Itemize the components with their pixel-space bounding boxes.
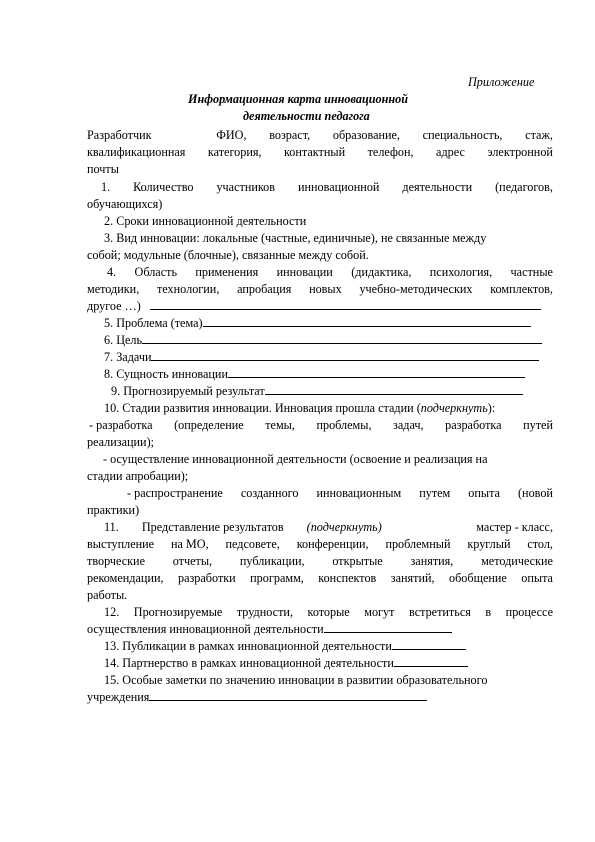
item-4-word: учебно-методических <box>359 282 473 296</box>
document-title-line-2: деятельности педагога <box>243 109 370 123</box>
developer-word: Разработчик <box>87 128 152 142</box>
stage-3-line-2: практики) <box>87 503 140 517</box>
item-12-word: встретиться <box>409 605 471 619</box>
item-1-line-2: обучающихся) <box>87 197 163 211</box>
developer-word: стаж, <box>525 128 553 142</box>
item-4-line-1 <box>107 264 553 281</box>
item-11-word: опыта <box>521 571 553 585</box>
item-10 <box>104 400 495 417</box>
stage-2-line-2: стадии апробации); <box>87 469 189 483</box>
item-11-word: на МО, <box>170 537 209 551</box>
item-8 <box>104 366 525 383</box>
stage-1-line-1 <box>89 417 553 434</box>
answer-line[interactable] <box>149 689 427 701</box>
item-4-word: апробация <box>237 282 292 296</box>
item-7 <box>104 349 539 366</box>
item-9 <box>111 383 523 400</box>
item-1-word: Количество <box>133 180 194 194</box>
item-6 <box>104 332 542 349</box>
item-15-line-1: 15. Особые заметки по значению инновации в развитии образовательного <box>104 673 488 687</box>
item-4-word: Область <box>134 265 177 279</box>
item-12-word: которые <box>307 605 350 619</box>
item-3-line-2: собой; модульные (блочные), связанные между собой. <box>87 248 369 262</box>
item-7-label: 7. Задачи <box>104 350 152 364</box>
item-11-emphasis: (подчеркнуть) <box>306 520 382 534</box>
answer-line[interactable] <box>265 383 523 395</box>
item-8-label: 8. Сущность инновации <box>104 367 228 381</box>
item-11-word: творческие <box>87 554 145 568</box>
document-title-line-1: Информационная карта инновационной <box>188 92 409 106</box>
answer-line[interactable] <box>228 366 525 378</box>
item-4-word: методики, <box>87 282 140 296</box>
item-3-line-1: 3. Вид инновации: локальные (частные, единичные), не связанные между <box>104 231 487 245</box>
developer-word: квалификационная <box>87 145 186 159</box>
item-10-close: ): <box>487 401 496 415</box>
item-13 <box>104 638 466 655</box>
item-11-number: 11. <box>104 520 119 534</box>
item-11-line-1 <box>104 519 553 536</box>
developer-word: электронной <box>487 145 553 159</box>
developer-line-1 <box>87 127 553 144</box>
item-1-word: инновационной <box>297 180 380 194</box>
item-4-word: технологии, <box>156 282 220 296</box>
stage-1-word: разработка <box>445 418 502 432</box>
item-1-word: участников <box>216 180 276 194</box>
item-4-word: новых <box>309 282 342 296</box>
item-14 <box>104 655 468 672</box>
answer-line[interactable] <box>324 621 452 633</box>
developer-line-2 <box>87 144 553 161</box>
item-11-word: круглый <box>467 537 511 551</box>
item-11-word: проблемный <box>385 537 451 551</box>
item-1-word: (педагогов, <box>495 180 553 194</box>
item-12-word: в <box>485 605 492 619</box>
stage-3-word: инновационным <box>316 486 402 500</box>
item-11-word: рекомендации, <box>87 571 164 585</box>
item-10-emphasis: подчеркнуть <box>420 401 488 415</box>
item-11-line-2 <box>87 536 553 553</box>
stage-3-word: созданного <box>240 486 299 500</box>
developer-word: ФИО, <box>216 128 247 142</box>
item-4-line-3 <box>87 298 541 315</box>
item-2: 2. Сроки инновационной деятельности <box>104 214 307 228</box>
item-11-line-3 <box>87 553 553 570</box>
item-11-title: Представление результатов <box>141 520 284 534</box>
item-11-word: открытые <box>332 554 383 568</box>
stage-1-word: (определение <box>174 418 244 432</box>
developer-word: адрес <box>436 145 465 159</box>
answer-line[interactable] <box>150 298 541 310</box>
item-11-word: конференции, <box>296 537 369 551</box>
stage-3-word: опыта <box>468 486 500 500</box>
item-12-word: Прогнозируемые <box>133 605 223 619</box>
item-12-text: осуществления инновационной деятельности <box>87 622 324 636</box>
item-15-line-2 <box>87 689 427 706</box>
item-11-word: обобщение <box>448 571 507 585</box>
item-12-line-2 <box>87 621 452 638</box>
developer-word: телефон, <box>367 145 414 159</box>
stage-3-word: - распространение <box>127 486 223 500</box>
stage-1-word: задач, <box>393 418 424 432</box>
item-11-word: разработки <box>177 571 236 585</box>
item-12-word: процессе <box>505 605 553 619</box>
stage-3-word: (новой <box>517 486 553 500</box>
item-4-word: 4. <box>107 265 117 279</box>
answer-line[interactable] <box>203 315 531 327</box>
answer-line[interactable] <box>142 332 542 344</box>
answer-line[interactable] <box>151 349 539 361</box>
item-4-word: частные <box>510 265 553 279</box>
developer-word: контактный <box>284 145 346 159</box>
stage-1-word: - разработка <box>89 418 153 432</box>
item-4-word: психология, <box>429 265 493 279</box>
item-4-word: (дидактика, <box>351 265 412 279</box>
item-11-word: занятий, <box>390 571 435 585</box>
item-1-word: деятельности <box>402 180 473 194</box>
item-12-line-1 <box>104 604 553 621</box>
item-11-word: программ, <box>250 571 304 585</box>
item-11-word: конспектов <box>318 571 377 585</box>
item-15-text: учреждения <box>87 690 150 704</box>
item-1-line-1 <box>101 179 553 196</box>
item-11-word: публикации, <box>239 554 305 568</box>
item-11-word: выступление <box>87 537 155 551</box>
stage-3-word: путем <box>419 486 451 500</box>
item-11-tail: мастер - класс, <box>476 520 553 534</box>
answer-line[interactable] <box>392 638 466 650</box>
item-11-word: стол, <box>527 537 553 551</box>
stage-1-line-2: реализации); <box>87 435 155 449</box>
answer-line[interactable] <box>394 655 468 667</box>
item-13-label: 13. Публикации в рамках инновационной деятельности <box>104 639 392 653</box>
item-9-label: 9. Прогнозируемый результат <box>111 384 265 398</box>
item-10-text: 10. Стадии развития инновации. Инновация прошла стадии ( <box>104 401 421 415</box>
item-11-word: педсовете, <box>225 537 280 551</box>
item-4-line-2 <box>87 281 553 298</box>
item-4-word: инновации <box>276 265 333 279</box>
item-6-label: 6. Цель <box>104 333 143 347</box>
item-5-label: 5. Проблема (тема) <box>104 316 203 330</box>
developer-line-3: почты <box>87 162 119 176</box>
item-4-other: другое …) <box>87 299 141 313</box>
item-12-word: трудности, <box>236 605 293 619</box>
appendix-label: Приложение <box>468 75 535 89</box>
developer-word: образование, <box>332 128 400 142</box>
item-11-word: отчеты, <box>172 554 213 568</box>
stage-2-line-1: - осуществление инновационной деятельности (освоение и реализация на <box>103 452 488 466</box>
item-11-line-5: работы. <box>87 588 128 602</box>
item-11-line-4 <box>87 570 553 587</box>
item-14-label: 14. Партнерство в рамках инновационной деятельности <box>104 656 394 670</box>
stage-1-word: проблемы, <box>316 418 372 432</box>
developer-word: специальность, <box>422 128 503 142</box>
item-11-word: занятия, <box>410 554 454 568</box>
item-12-word: 12. <box>104 605 120 619</box>
developer-word: категория, <box>207 145 262 159</box>
item-5 <box>104 315 531 332</box>
stage-1-word: темы, <box>265 418 295 432</box>
item-1-word: 1. <box>101 180 111 194</box>
item-4-word: комплектов, <box>490 282 553 296</box>
item-12-word: могут <box>364 605 395 619</box>
stage-1-word: путей <box>523 418 553 432</box>
stage-3-line-1 <box>127 485 553 502</box>
developer-word: возраст, <box>269 128 311 142</box>
item-4-word: применения <box>195 265 259 279</box>
item-11-word: методические <box>481 554 553 568</box>
